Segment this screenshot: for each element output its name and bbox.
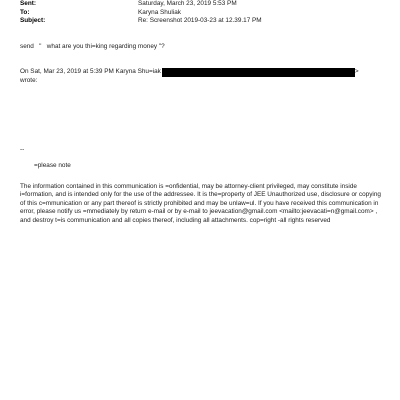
- sent-row: [20, 0, 380, 9]
- to-value: Karyna Shuliak: [138, 8, 181, 16]
- to-row: [20, 9, 380, 18]
- confidentiality-disclaimer: [20, 183, 382, 225]
- redaction-bar: [162, 68, 355, 77]
- to-label: To:: [20, 8, 30, 16]
- attribution-tail: >: [354, 68, 359, 76]
- email-header: [20, 0, 380, 26]
- attribution-text: On Sat, Mar 23, 2019 at 5:39 PM Karyna Shu=iak: [20, 68, 161, 76]
- signature-note: =please note: [34, 162, 71, 169]
- wrote-label: wrote:: [20, 77, 38, 84]
- signature-separator: --: [20, 146, 25, 153]
- subject-value: Re: Screenshot 2019-03-23 at 12.39.17 PM: [138, 17, 262, 25]
- quoted-attribution: [20, 68, 359, 77]
- sent-value: Saturday, March 23, 2019 5:53 PM: [138, 0, 237, 8]
- subject-label: Subject:: [20, 17, 46, 25]
- sent-label: Sent:: [20, 0, 36, 8]
- disclaimer-text: The information contained in this communication is =onfidential, may be attorney-client privileged, may constitute inside i=formation, and is intended only for the use of the addressee. It is the=property of JEE Unauthorized use, disclosure or copying of this c=mmunication or any part thereof is strictly prohibited and may be unlaw=ul. If you have received this communication in error, please notify us =mmediately by return e-mail or by e-mail to jeevacation@gmail.com <mailto:jeevacati=n@gmail.com> , and destroy t=is communication and all copies thereof, including all attachments. cop=right -all rights reserved: [20, 183, 381, 224]
- message-body: send " what are you thi=king regarding money "?: [20, 43, 165, 50]
- subject-row: [20, 17, 380, 26]
